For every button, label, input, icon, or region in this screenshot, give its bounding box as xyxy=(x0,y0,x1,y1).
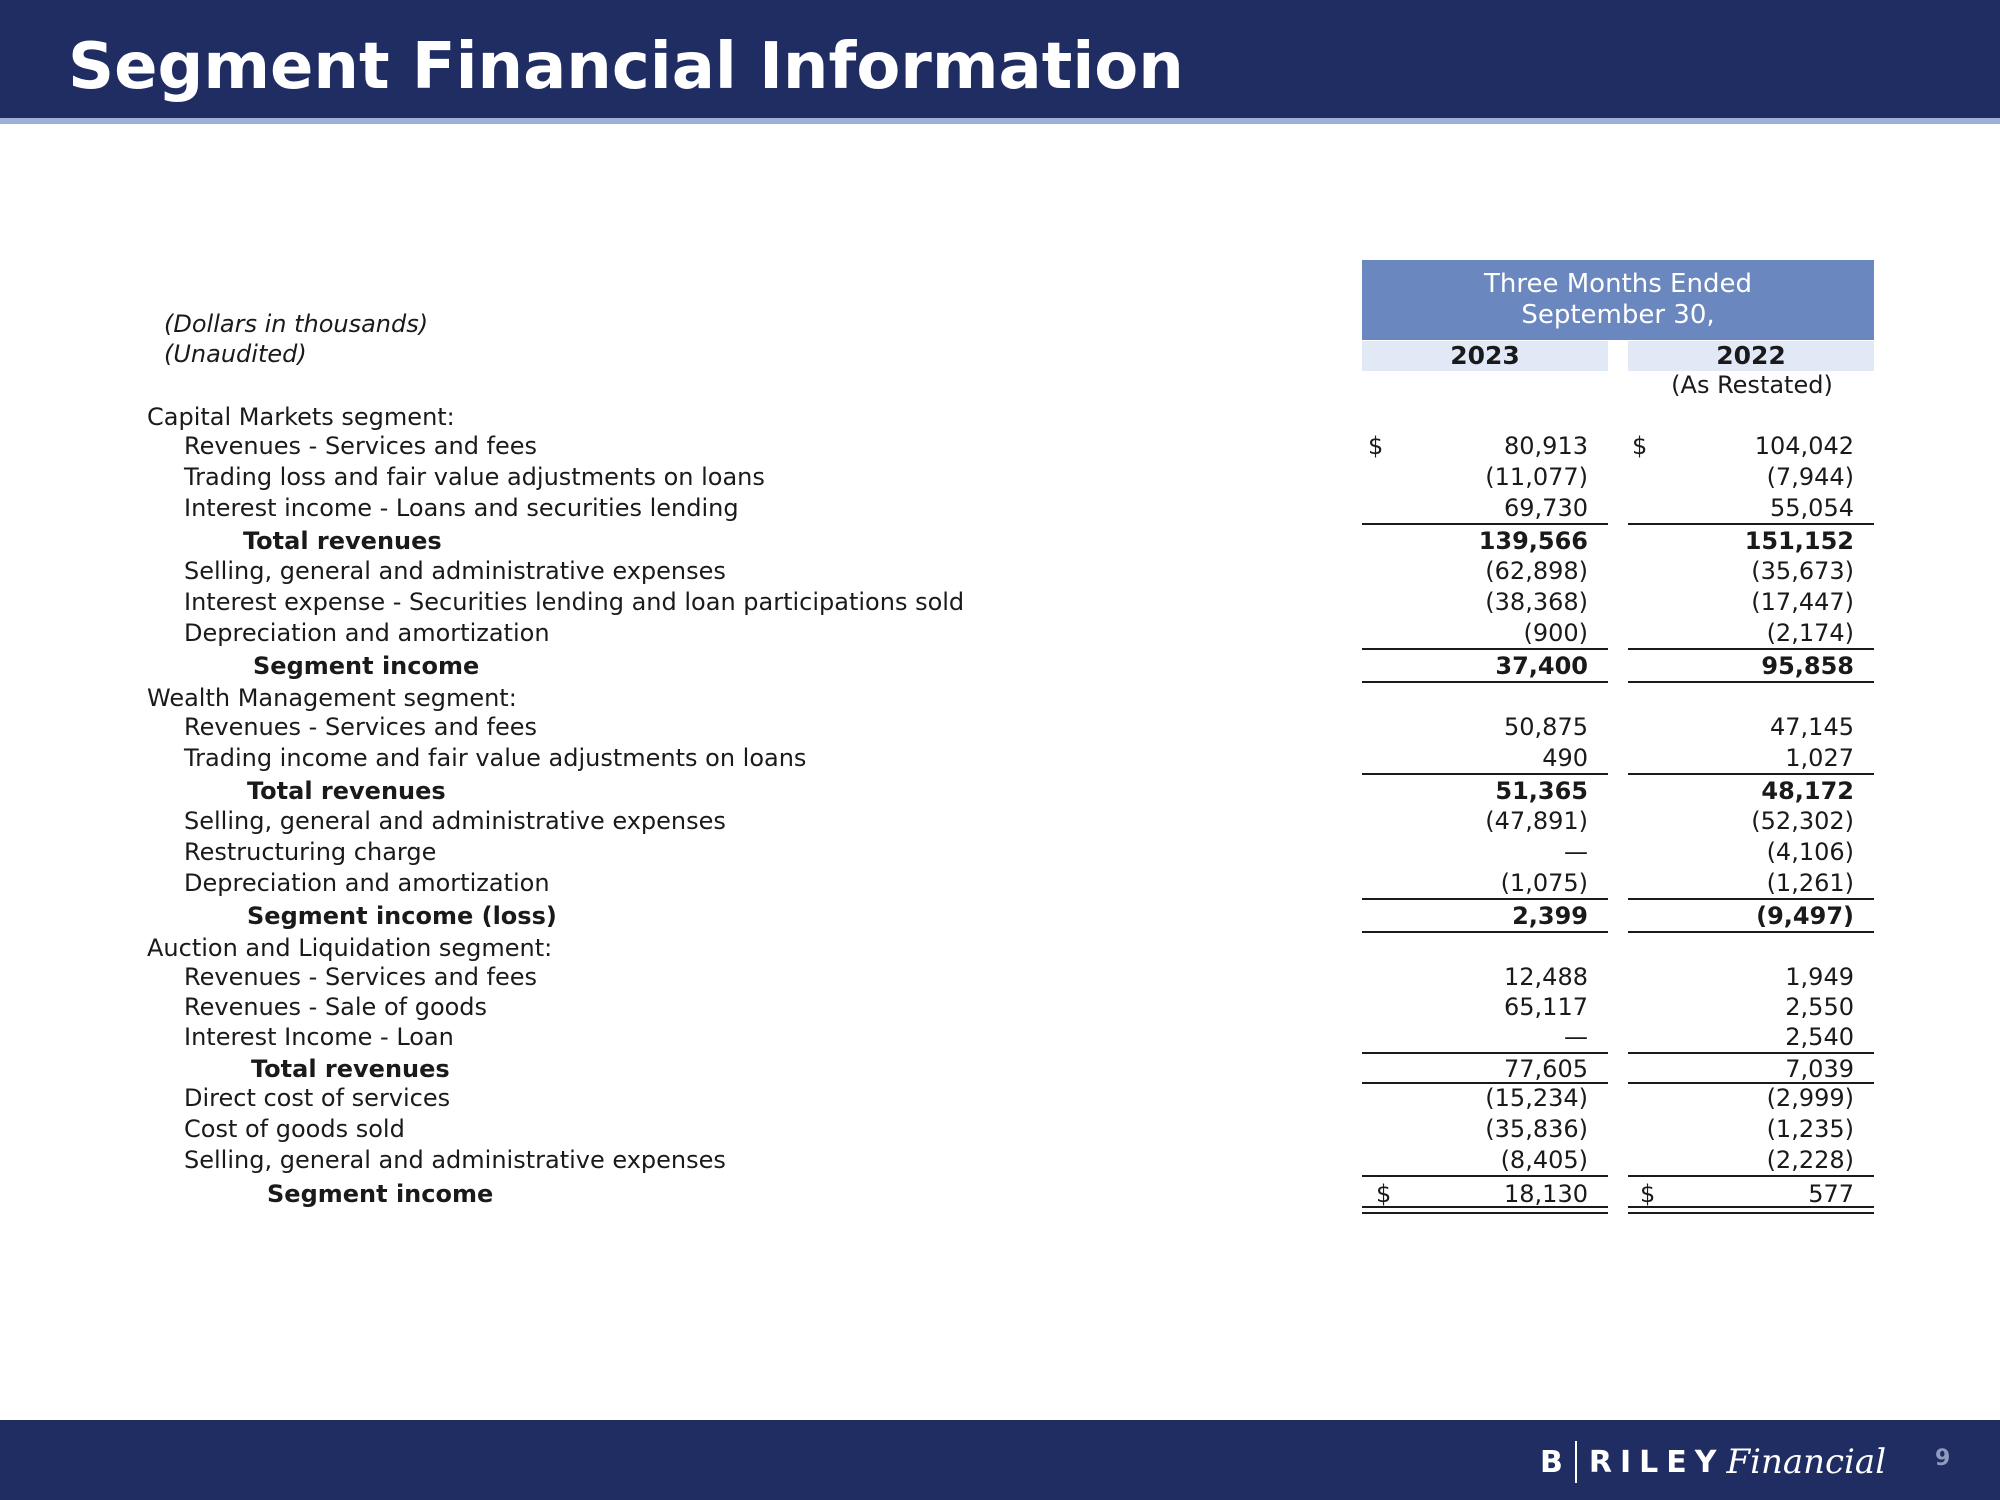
value-2022: (52,302) xyxy=(1751,807,1854,835)
value-2022: (2,174) xyxy=(1766,619,1854,647)
table-row xyxy=(0,776,2000,807)
year-2022-header: 2022 xyxy=(1628,341,1874,371)
table-row xyxy=(0,712,2000,743)
subtotal-rule xyxy=(1628,523,1874,525)
value-2022: (2,228) xyxy=(1766,1146,1854,1174)
row-label: Depreciation and amortization xyxy=(184,619,550,647)
value-2023: — xyxy=(1564,838,1588,866)
table-row xyxy=(0,431,2000,462)
period-line-1: Three Months Ended xyxy=(1484,269,1752,299)
value-2022: (2,999) xyxy=(1766,1084,1854,1112)
value-2022: 1,949 xyxy=(1785,963,1854,991)
subtotal-rule xyxy=(1628,773,1874,775)
table-row xyxy=(0,556,2000,587)
value-2022: (4,106) xyxy=(1766,838,1854,866)
table-row xyxy=(0,1114,2000,1145)
subtotal-rule xyxy=(1628,1175,1874,1177)
table-row xyxy=(0,651,2000,682)
page-title: Segment Financial Information xyxy=(68,30,1184,104)
section-heading: Wealth Management segment: xyxy=(147,684,517,712)
value-2023: 51,365 xyxy=(1495,777,1588,805)
value-2022: 577 xyxy=(1808,1180,1854,1208)
table-row xyxy=(0,493,2000,524)
table-row xyxy=(0,683,2000,714)
value-2023: 69,730 xyxy=(1504,494,1588,522)
value-2023: (11,077) xyxy=(1485,463,1588,491)
period-line-2: September 30, xyxy=(1521,300,1715,330)
value-2023: 490 xyxy=(1542,744,1588,772)
value-2023: — xyxy=(1564,1023,1588,1051)
value-2023: 12,488 xyxy=(1504,963,1588,991)
currency-symbol: $ xyxy=(1376,1180,1392,1208)
row-label: Revenues - Sale of goods xyxy=(184,993,488,1021)
page-number: 9 xyxy=(1935,1446,1951,1471)
value-2022: 151,152 xyxy=(1744,527,1854,555)
year-2023-header: 2023 xyxy=(1362,341,1608,371)
subtotal-rule xyxy=(1362,773,1608,775)
row-label: Segment income xyxy=(253,652,480,680)
row-label: Segment income (loss) xyxy=(247,902,557,930)
row-label: Trading income and fair value adjustments on loans xyxy=(184,744,807,772)
row-label: Restructuring charge xyxy=(184,838,437,866)
subtotal-rule xyxy=(1362,1175,1608,1177)
value-2023: 139,566 xyxy=(1478,527,1588,555)
table-row xyxy=(0,1022,2000,1053)
logo-riley: RILEY xyxy=(1588,1444,1725,1480)
value-2023: 80,913 xyxy=(1504,432,1588,460)
value-2022: 47,145 xyxy=(1770,713,1854,741)
value-2022: 104,042 xyxy=(1754,432,1854,460)
header-stripe xyxy=(0,118,2000,124)
table-row xyxy=(0,992,2000,1023)
currency-symbol: $ xyxy=(1632,432,1648,460)
subtotal-rule xyxy=(1362,523,1608,525)
subtotal-rule xyxy=(1628,648,1874,650)
currency-symbol: $ xyxy=(1640,1180,1656,1208)
value-2023: (15,234) xyxy=(1485,1084,1588,1112)
row-label: Direct cost of services xyxy=(184,1084,451,1112)
row-label: Total revenues xyxy=(243,527,442,555)
row-label: Depreciation and amortization xyxy=(184,869,550,897)
table-row xyxy=(0,402,2000,433)
row-label: Selling, general and administrative expenses xyxy=(184,1146,726,1174)
table-row xyxy=(0,868,2000,899)
table-row xyxy=(0,618,2000,649)
logo-divider xyxy=(1575,1441,1577,1483)
subtotal-rule xyxy=(1628,898,1874,900)
value-2023: 2,399 xyxy=(1512,902,1588,930)
row-label: Total revenues xyxy=(247,777,446,805)
table-row xyxy=(0,933,2000,964)
row-label: Interest expense - Securities lending and loan participations sold xyxy=(184,588,965,616)
double-rule xyxy=(1362,1206,1608,1214)
value-2022: 1,027 xyxy=(1785,744,1854,772)
value-2022: 2,550 xyxy=(1785,993,1854,1021)
value-2023: (1,075) xyxy=(1500,869,1588,897)
value-2022: 7,039 xyxy=(1785,1055,1854,1083)
as-restated-note: (As Restated) xyxy=(1671,371,1833,399)
row-label: Interest Income - Loan xyxy=(184,1023,454,1051)
row-label: Segment income xyxy=(267,1180,494,1208)
subtotal-rule xyxy=(1362,648,1608,650)
table-row xyxy=(0,962,2000,993)
logo-b: B xyxy=(1540,1444,1563,1480)
value-2023: (8,405) xyxy=(1500,1146,1588,1174)
double-rule xyxy=(1628,1206,1874,1214)
table-row xyxy=(0,806,2000,837)
table-row xyxy=(0,1054,2000,1085)
row-label: Revenues - Services and fees xyxy=(184,963,538,991)
value-2022: (7,944) xyxy=(1766,463,1854,491)
table-row xyxy=(0,526,2000,557)
value-2022: 55,054 xyxy=(1770,494,1854,522)
row-label: Revenues - Services and fees xyxy=(184,432,538,460)
table-row xyxy=(0,901,2000,932)
value-2022: (1,261) xyxy=(1766,869,1854,897)
table-row xyxy=(0,837,2000,868)
value-2022: (17,447) xyxy=(1751,588,1854,616)
value-2023: (900) xyxy=(1523,619,1588,647)
section-heading: Auction and Liquidation segment: xyxy=(147,934,553,962)
table-row xyxy=(0,1083,2000,1114)
value-2023: 65,117 xyxy=(1504,993,1588,1021)
units-label: (Dollars in thousands) xyxy=(164,310,429,338)
value-2023: (35,836) xyxy=(1485,1115,1588,1143)
value-2022: (35,673) xyxy=(1751,557,1854,585)
subtotal-rule xyxy=(1362,898,1608,900)
section-heading: Capital Markets segment: xyxy=(147,403,455,431)
logo-financial: Financial xyxy=(1726,1442,1887,1482)
value-2023: (38,368) xyxy=(1485,588,1588,616)
audit-label: (Unaudited) xyxy=(164,340,307,368)
value-2023: 77,605 xyxy=(1504,1055,1588,1083)
currency-symbol: $ xyxy=(1368,432,1384,460)
table-row xyxy=(0,1145,2000,1176)
value-2023: (62,898) xyxy=(1485,557,1588,585)
value-2022: (1,235) xyxy=(1766,1115,1854,1143)
value-2023: 50,875 xyxy=(1504,713,1588,741)
value-2022: 48,172 xyxy=(1761,777,1854,805)
company-logo xyxy=(1540,1440,1886,1484)
row-label: Selling, general and administrative expenses xyxy=(184,557,726,585)
value-2023: (47,891) xyxy=(1485,807,1588,835)
table-row xyxy=(0,743,2000,774)
value-2023: 37,400 xyxy=(1495,652,1588,680)
row-label: Trading loss and fair value adjustments on loans xyxy=(184,463,765,491)
value-2022: 2,540 xyxy=(1785,1023,1854,1051)
value-2022: (9,497) xyxy=(1756,902,1854,930)
row-label: Interest income - Loans and securities lending xyxy=(184,494,739,522)
table-row xyxy=(0,462,2000,493)
row-label: Revenues - Services and fees xyxy=(184,713,538,741)
value-2023: 18,130 xyxy=(1504,1180,1588,1208)
row-label: Cost of goods sold xyxy=(184,1115,405,1143)
row-label: Selling, general and administrative expenses xyxy=(184,807,726,835)
table-row xyxy=(0,587,2000,618)
period-header xyxy=(1362,260,1874,340)
value-2022: 95,858 xyxy=(1761,652,1854,680)
row-label: Total revenues xyxy=(251,1055,450,1083)
